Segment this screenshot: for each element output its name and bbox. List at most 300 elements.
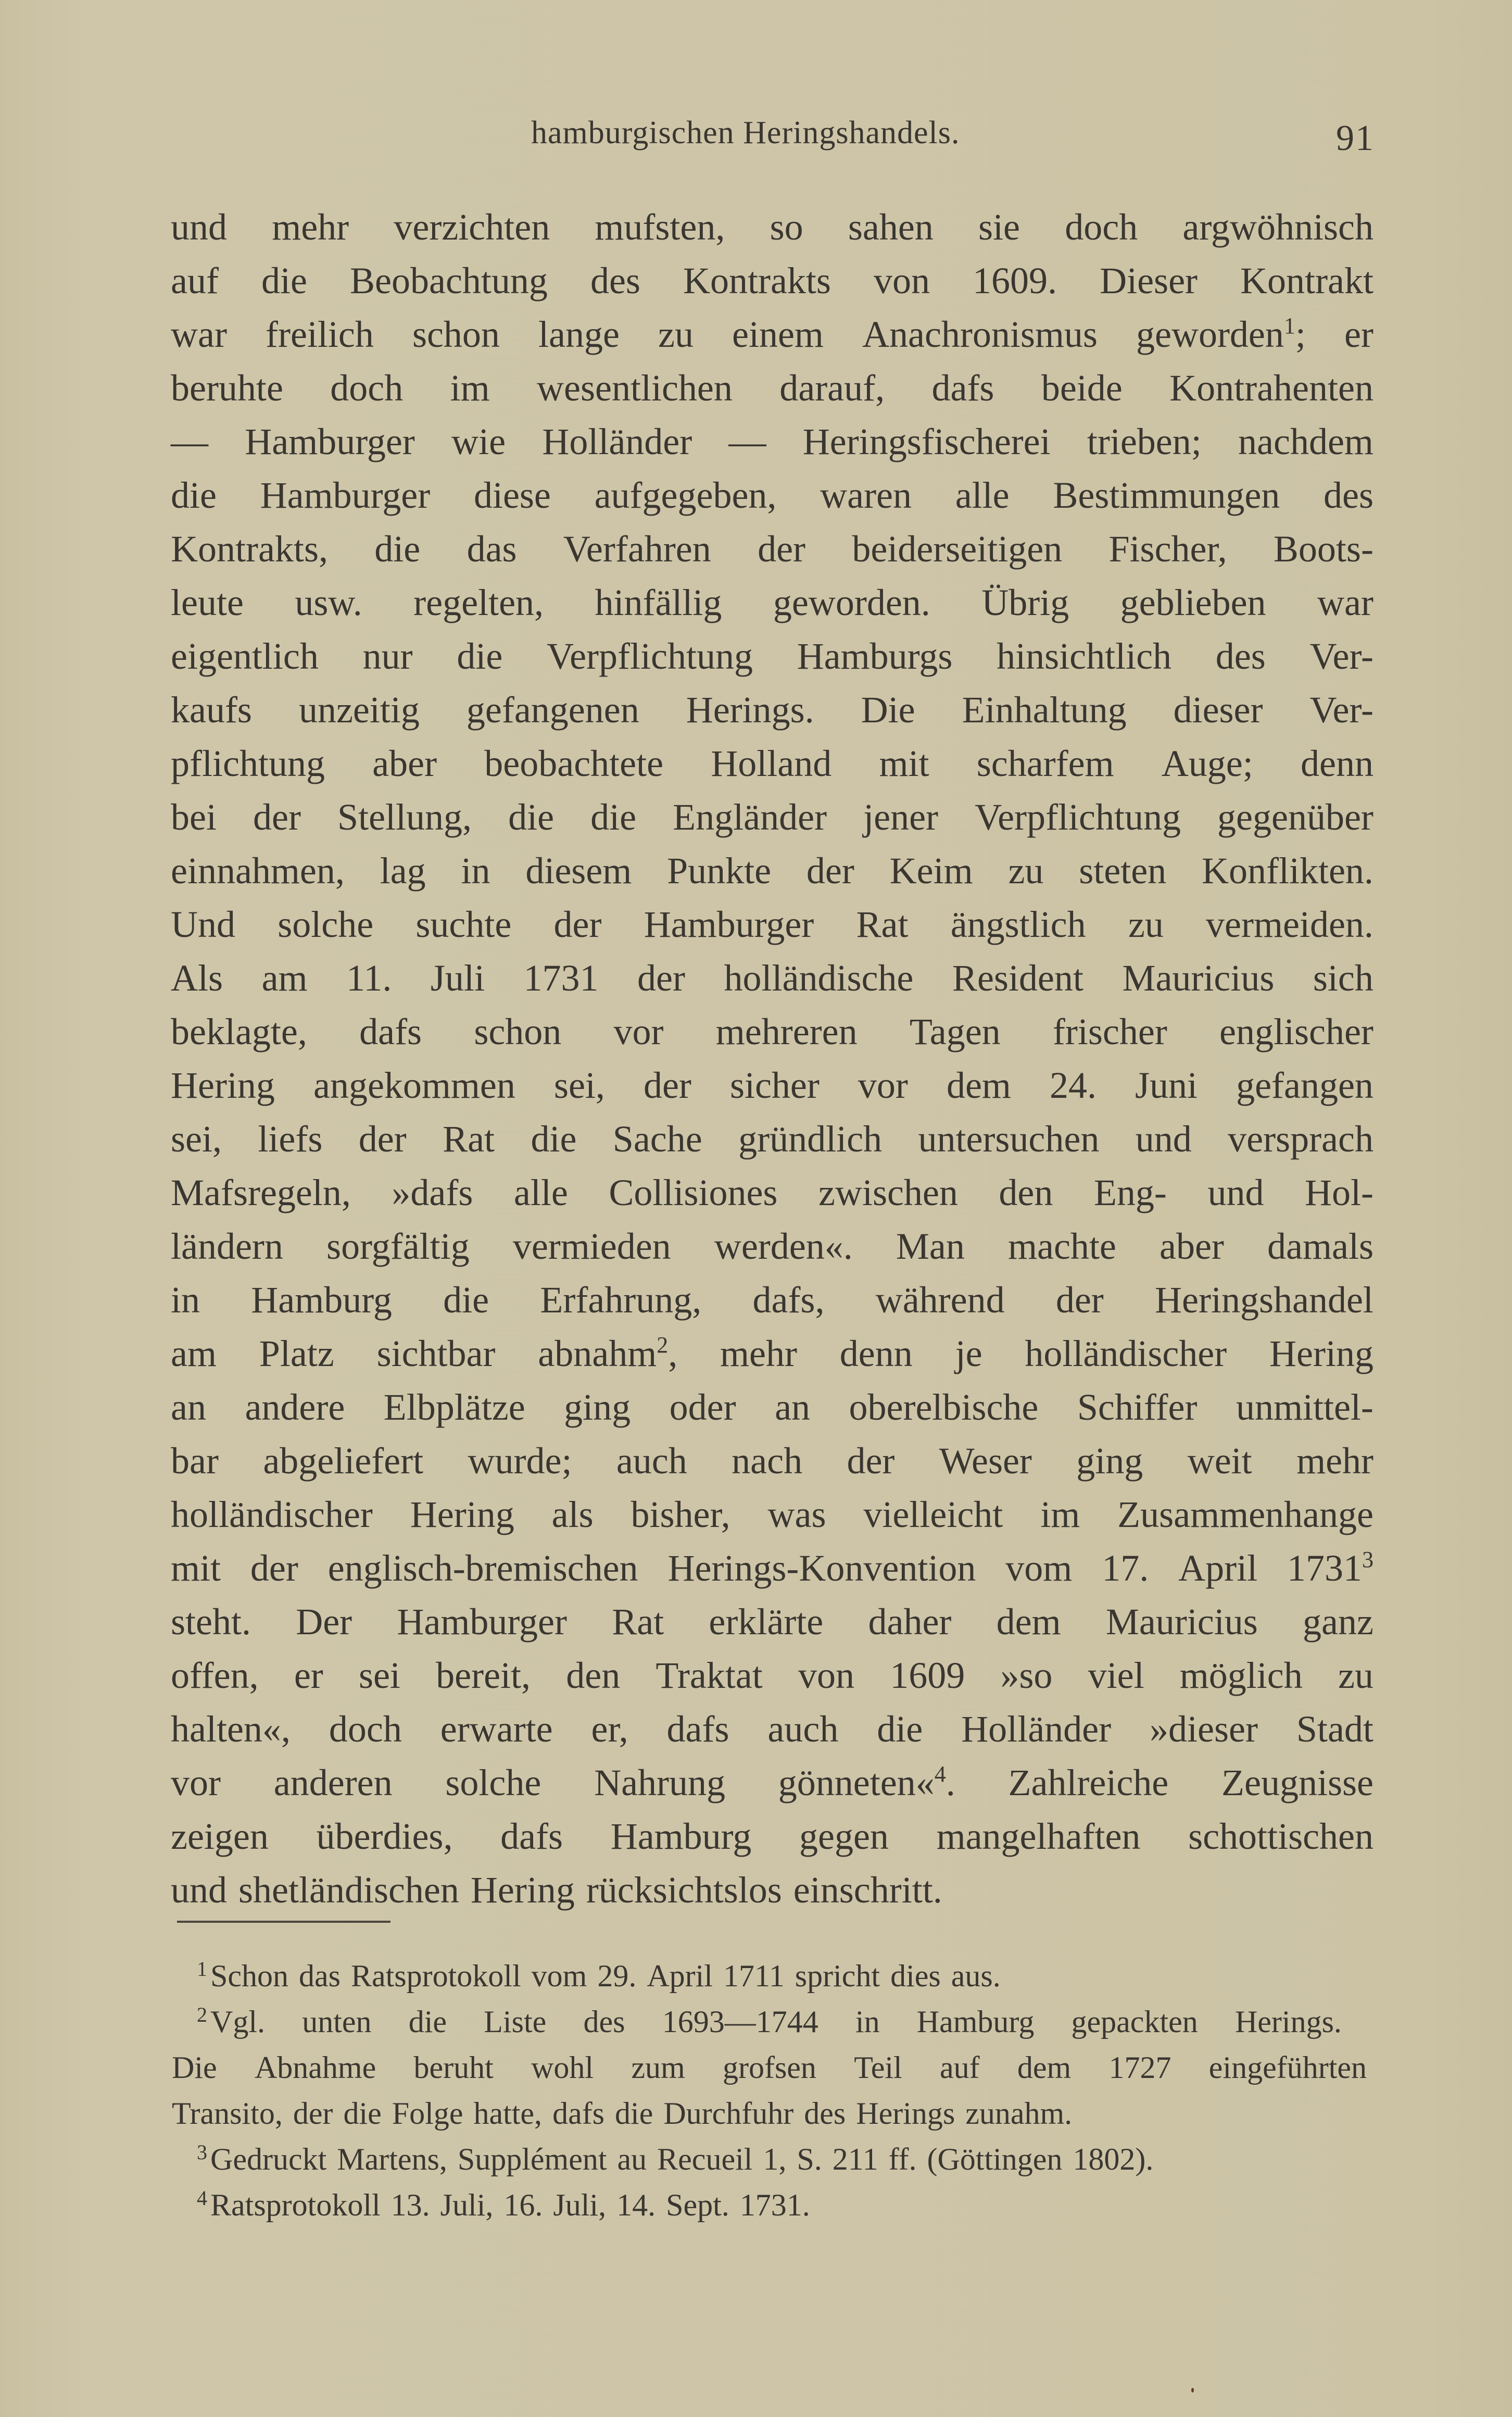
word: die [457,635,503,677]
footnote-number: 2 [197,2003,207,2026]
word: Zahlreiche [1008,1762,1169,1804]
word: eingeführten [1208,2050,1367,2085]
word: mehreren [715,1011,858,1053]
word: hinsichtlich [997,635,1172,677]
word: anderen [273,1762,393,1804]
word: frischer [1052,1011,1167,1053]
word: Herings. [1234,2005,1342,2039]
footnote-reference[interactable]: 1 [1283,313,1295,339]
word: mit [879,743,929,784]
word: des [1215,635,1266,677]
word: dieser [1173,689,1263,731]
word: beide [1041,367,1123,409]
word: Ratsprotokoll [350,1959,521,1993]
word: gefangen [1236,1065,1374,1106]
word: zu [1128,904,1164,945]
word: grofsen [722,2050,816,2085]
text-line [171,630,1374,683]
word: Zeugnisse [1221,1762,1374,1804]
word: beruht [413,2050,494,2085]
word: lange [538,314,620,355]
word: ländern [171,1225,283,1267]
word: gönneten«$^4$. [778,1761,955,1804]
word: während [875,1279,1005,1321]
word: als [551,1494,594,1535]
word: bereit, [436,1655,531,1696]
word: beobachtete [484,743,664,784]
footnotes-block [172,1953,1367,2228]
word: vor [171,1762,221,1804]
word: war [171,314,227,355]
word: dafs [931,367,994,409]
word: werden«. [714,1225,853,1267]
running-title: hamburgischen Heringshandels. [531,115,960,151]
word: Weser [939,1440,1032,1482]
word: er, [591,1708,628,1750]
word: 211 [832,2142,878,2176]
word: unmittel- [1236,1386,1374,1428]
word: Recueil [657,2142,753,2176]
word: Die [861,689,915,731]
word: 1802). [1073,2142,1154,2176]
word: im [1040,1494,1080,1535]
word: Herings-Konvention [667,1547,976,1589]
word: einnahmen, [171,850,345,892]
word: dies [890,1959,941,1993]
word: vom [1005,1547,1073,1589]
word: sei, [553,1065,605,1106]
text-line [171,1059,1374,1112]
text-line [171,361,1374,415]
word: an [775,1386,811,1428]
word: Juni [1135,1065,1198,1106]
word: Rat [612,1601,664,1643]
word: die [408,2005,447,2039]
word: 14. [616,2188,656,2222]
text-line [171,791,1374,844]
text-line [171,1220,1374,1273]
word: nachdem [1238,421,1374,462]
word: »dafs [392,1172,473,1213]
text-line [171,1702,1374,1756]
text-line [171,737,1374,791]
word: an [171,1386,206,1428]
word: bei [171,796,217,838]
word: Boots- [1273,528,1374,570]
word: zwischen [818,1172,958,1213]
word: solche [445,1762,541,1804]
word: schottischen [1188,1815,1374,1857]
word: der [758,528,805,570]
word: Schiffer [1077,1386,1198,1428]
word: Hering [470,1869,575,1911]
word: die [261,260,307,302]
word: jener [863,796,939,838]
word: und [171,1869,227,1911]
word: 1, [763,2142,787,2176]
word: solche [278,904,374,945]
word: Konflikten. [1201,850,1374,892]
word: mehr [1296,1440,1374,1482]
word: Hamburg [916,2005,1035,2039]
text-line [171,1595,1374,1649]
word: erwarte [440,1708,553,1750]
word: überdies, [316,1815,453,1857]
word: Durchfuhr [663,2096,794,2131]
word: des [804,2096,846,2131]
word: Transito, [172,2096,283,2131]
word: die [615,2096,653,2131]
word: schon [412,314,500,355]
word: Einhaltung [962,689,1127,731]
word: rücksichtslos [586,1869,782,1911]
word: geworden$^1$; [1136,313,1306,355]
word: scharfem [976,743,1114,784]
word: wie [451,421,506,462]
footnote-reference[interactable]: 2 [657,1332,669,1358]
word: trieben; [1087,421,1202,462]
text-line [171,576,1374,630]
footnote-reference[interactable]: 4 [934,1761,946,1787]
word: mehr [272,206,349,248]
word: das [467,528,517,570]
word: der [847,1440,895,1482]
word: nur [362,635,413,677]
word: vom [531,1959,587,1993]
word: usw. [295,582,362,623]
word: die [374,528,421,570]
word: ging [564,1386,631,1428]
word: Collisiones [609,1172,778,1213]
word: verzichten [394,206,550,248]
word: ff. [888,2142,917,2176]
word: auf [939,2050,980,2085]
word: am [171,1333,217,1374]
word: Hering [171,1065,275,1106]
word: diese [473,474,551,516]
word: Übrig [981,582,1069,623]
text-line [171,415,1374,469]
word: einem [732,314,824,355]
word: weit [1187,1440,1252,1482]
word: gepackten [1071,2005,1198,2039]
word: Hering [410,1494,514,1535]
footnote-reference[interactable]: 3 [1362,1547,1374,1572]
word: suchte [415,904,512,945]
word: Mauricius [1105,1601,1258,1643]
word: der [553,904,602,945]
word: Martens, [337,2142,447,2176]
word: doch [1065,206,1138,248]
running-head [172,115,1375,161]
word: alle [955,474,1010,516]
word: 1609 [890,1655,965,1696]
word: oder [669,1386,736,1428]
word: doch [330,367,404,409]
text-line [171,1005,1374,1059]
word: daher [868,1601,952,1643]
word: Punkte [667,850,772,892]
word: Platz [259,1333,334,1374]
word: Beobachtung [350,260,548,302]
text-line [171,1381,1374,1434]
word: leute [171,582,244,623]
word: Kontrakt [1240,260,1374,302]
word: sicher [729,1065,820,1106]
word: vermieden [512,1225,671,1267]
word: 1711 [723,1959,785,1993]
word: gegenüber [1217,796,1374,838]
word: Verpflichtung [975,796,1181,838]
word: untersuchen [918,1118,1100,1160]
word: geworden. [773,582,930,623]
word: halten«, [171,1708,291,1750]
word: freilich [266,314,374,355]
word: (Göttingen [927,2142,1063,2176]
word: offen, [171,1655,259,1696]
word: von [874,260,930,302]
word: dem [996,1601,1061,1643]
word: 11. [346,957,392,999]
word: 17. [1102,1547,1149,1589]
word: sei, [171,1118,222,1160]
word: au [617,2142,647,2176]
word: 1609. [973,260,1057,302]
word: sahen [848,206,934,248]
word: der [637,957,685,999]
word: spricht [795,1959,880,1993]
word: der [1055,1279,1104,1321]
word: Auge; [1161,743,1253,784]
word: machte [1007,1225,1116,1267]
word: Teil [854,2050,902,2085]
word: hinfällig [595,582,722,623]
word: zum [631,2050,685,2085]
word: zu [658,314,694,355]
word: von [798,1655,854,1696]
word: 16. [503,2188,543,2222]
paper-speck [1191,2388,1194,2393]
word: in [171,1279,200,1321]
word: war [1317,582,1374,623]
word: die [443,1279,489,1321]
word: vermeiden. [1206,904,1374,945]
word: aus. [951,1959,1001,1993]
word: Kontrakts [683,260,831,302]
word: $^3$ Gedruckt [197,2140,327,2176]
word: Keim [889,850,973,892]
word: der [250,1547,298,1589]
word: Hamburgs [797,635,953,677]
footnote-line [172,1999,1367,2045]
word: Holland [711,743,832,784]
text-line [171,1863,1374,1917]
word: dafs [666,1708,729,1750]
word: Hamburger [644,904,814,945]
word: so [770,206,803,248]
text-line [171,201,1374,254]
footnote-line [172,1953,1367,1999]
word: holländische [724,957,914,999]
word: aber [1160,1225,1224,1267]
word: Die [172,2050,217,2085]
text-line [171,1166,1374,1220]
word: in [855,2005,880,2039]
word: Hamburg [251,1279,392,1321]
word: gefangenen [466,689,639,731]
word: gründlich [738,1118,883,1160]
word: oberelbische [849,1386,1039,1428]
word: holländischer [1025,1333,1227,1374]
word: »so [1000,1655,1053,1696]
word: doch [329,1708,402,1750]
word: Sache [612,1118,702,1160]
word: er [1344,314,1374,355]
word: wohl [531,2050,594,2085]
word: schon [474,1011,562,1053]
word: im [450,367,490,409]
word: diesem [525,850,632,892]
footnote-number: 4 [197,2186,207,2210]
word: den [566,1655,621,1696]
word: er [294,1655,323,1696]
text-line [171,683,1374,737]
word: erklärte [709,1601,824,1643]
word: Tagen [909,1011,1001,1053]
word: Kontrahenten [1169,367,1374,409]
word: und [1135,1118,1192,1160]
word: pflichtung [171,743,325,784]
text-line [171,1434,1374,1488]
word: darauf, [779,367,885,409]
word: sich [1313,957,1374,999]
word: Liste [484,2005,547,2039]
word: Nahrung [594,1762,726,1804]
word: Stellung, [337,796,472,838]
footnote-line [172,2045,1367,2090]
word: geblieben [1120,582,1266,623]
word: sorgfältig [326,1225,470,1267]
text-line [171,1488,1374,1542]
word: des [583,2005,625,2039]
word: gegen [799,1815,889,1857]
word: Kontrakts, [171,528,328,570]
word: mit [171,1547,221,1589]
footnote-line [172,2136,1367,2182]
word: sei [358,1655,400,1696]
word: des [1324,474,1374,516]
word: die [590,796,637,838]
footnote-number: 3 [197,2140,207,2164]
text-line [171,1112,1374,1166]
word: Dieser [1100,260,1198,302]
word: am [261,957,308,999]
word: ging [1076,1440,1143,1482]
word: versprach [1228,1118,1374,1160]
word: den [999,1172,1053,1213]
word: Der [296,1601,352,1643]
word: Bestimmungen [1053,474,1280,516]
word: Juli, [553,2188,607,2222]
word: Rat [856,904,909,945]
word: Elbplätze [383,1386,525,1428]
word: andere [245,1386,345,1428]
word: abgeliefert [263,1440,424,1482]
word: Hamburger [260,474,431,516]
word: denn [839,1333,913,1374]
word: das [299,1959,341,1993]
word: Als [171,957,223,999]
word: damals [1267,1225,1374,1267]
word: waren [820,474,912,516]
word: der [253,796,301,838]
text-line [171,951,1374,1005]
word: die [171,474,217,516]
word: englischer [1219,1011,1374,1053]
word: die [343,2096,382,2131]
word: auf [171,260,219,302]
word: zu [1008,850,1044,892]
word: $^4$ Ratsprotokoll [197,2186,381,2222]
word: dafs [500,1815,563,1857]
word: der [293,2096,333,2131]
word: aber [372,743,437,784]
word: einschritt. [793,1869,942,1911]
word: vor [613,1011,664,1053]
word: der [643,1065,691,1106]
word: Hol- [1305,1172,1374,1213]
word: Engländer [673,796,827,838]
text-line [171,1542,1374,1595]
word: ganz [1303,1601,1374,1643]
word: Anachronismus [862,314,1098,355]
word: mangelhaften [936,1815,1141,1857]
word: die [531,1118,577,1160]
word: dem [946,1065,1011,1106]
text-line [171,1756,1374,1810]
word: und [1207,1172,1264,1213]
word: mufsten, [595,206,725,248]
word: dafs, [752,1279,825,1321]
word: je [955,1333,982,1374]
word: — [171,421,208,462]
word: dem [1017,2050,1072,2085]
text-line [171,844,1374,898]
word: 1727 [1108,2050,1171,2085]
word: in [461,850,490,892]
word: zunahm. [965,2096,1073,2131]
word: Mauricius [1122,957,1275,999]
word: dafs [552,2096,605,2131]
word: »dieser [1150,1708,1258,1750]
word: beruhte [171,367,283,409]
word: Eng- [1093,1172,1167,1213]
word: sie [978,206,1020,248]
word: lag [380,850,426,892]
word: Hamburg [610,1815,752,1857]
page-number: 91 [1336,118,1375,158]
word: denn [1300,743,1374,784]
word: Traktat [656,1655,763,1696]
word: bisher, [631,1494,730,1535]
word: beiderseitigen [852,528,1063,570]
word: Holländer [961,1708,1112,1750]
footnote-line [172,2182,1367,2228]
word: Hamburger [245,421,415,462]
word: mehr [720,1333,797,1374]
word: 1731$^3$ [1287,1547,1374,1589]
word: und [171,206,227,248]
